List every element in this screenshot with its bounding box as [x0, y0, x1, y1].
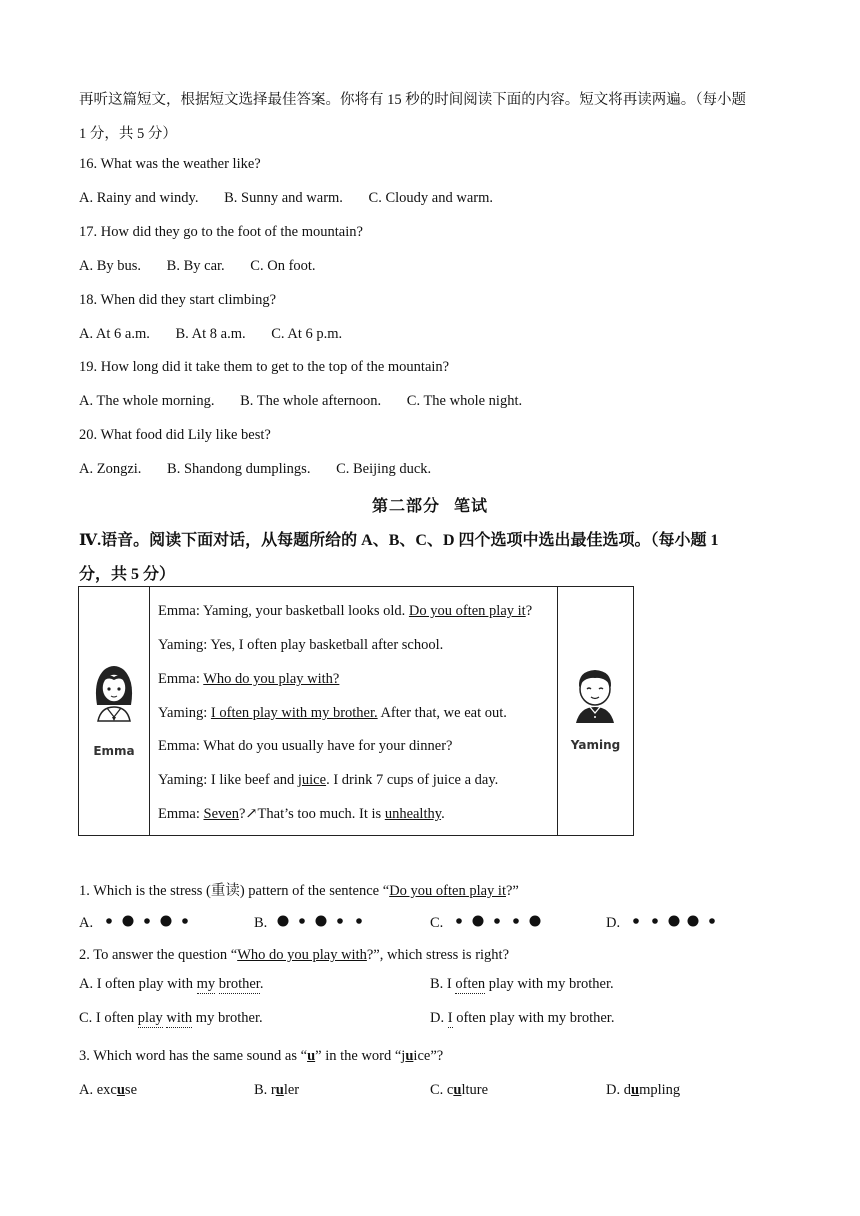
- unstressed-dot: [633, 918, 639, 924]
- dialog-cell: [150, 587, 558, 836]
- intro-line-2: 1 分，共 5 分）: [79, 126, 177, 142]
- question-2: 2. To answer the question “Who do you play with?”, which stress is right?: [79, 947, 510, 963]
- stressed-dot: [473, 916, 484, 927]
- question-1: 1. Which is the stress (重读) pattern of the sentence “Do you often play it?”: [79, 883, 519, 899]
- dialog-table: [78, 586, 634, 836]
- question-20-options: [79, 461, 453, 478]
- dialog-line-1: Emma: Yaming, your basketball looks old. Do you often play it?: [158, 603, 533, 619]
- emma-avatar-icon: [91, 661, 137, 739]
- question-16-options: [79, 190, 515, 207]
- q3-option-c: C. culture: [430, 1082, 489, 1098]
- q3-option-a: A. excuse: [79, 1082, 138, 1098]
- unstressed-dot: [144, 918, 150, 924]
- emma-cell: [79, 587, 150, 836]
- section-4-heading-cont: 分，共 5 分）: [79, 566, 176, 583]
- question-17-options: [79, 258, 338, 275]
- stressed-dot: [688, 916, 699, 927]
- dialog-line-5: Emma: What do you usually have for your dinner?: [158, 738, 453, 754]
- yaming-avatar-icon: [568, 665, 622, 737]
- question-19: 19. How long did it take them to get to the top of the mountain?: [79, 359, 450, 375]
- dialog-line-6: Yaming: I like beef and juice. I drink 7 cups of juice a day.: [158, 772, 499, 788]
- dialog-line-4: Yaming: I often play with my brother. After that, we eat out.: [158, 705, 507, 721]
- option-c: C. At 6 p.m.: [271, 326, 343, 342]
- q2-option-c: C. I often play with my brother.: [79, 1010, 263, 1026]
- part-two-label: 第二部分: [371, 498, 440, 515]
- dialog-line-7: Emma: Seven?↗That’s too much. It is unhealthy.: [158, 806, 445, 822]
- option-b: B. Shandong dumplings.: [167, 461, 311, 477]
- section-4-heading: Ⅳ.语音。阅读下面对话，从每题所给的 A、B、C、D 四个选项中选出最佳选项。（每小题 1: [79, 532, 719, 549]
- unstressed-dot: [709, 918, 715, 924]
- question-17: 17. How did they go to the foot of the mountain?: [79, 224, 363, 240]
- question-3: 3. Which word has the same sound as “u” in the word “juice”?: [79, 1048, 444, 1064]
- q2-option-a: A. I often play with my brother.: [79, 976, 264, 992]
- q1-option-a: A.: [79, 913, 203, 934]
- option-b: B. At 8 a.m.: [175, 326, 246, 342]
- stressed-dot: [530, 916, 541, 927]
- dialog-line-3: Emma: Who do you play with?: [158, 671, 340, 687]
- unstressed-dot: [337, 918, 343, 924]
- stressed-dot: [669, 916, 680, 927]
- stress-pattern-d-icon: [630, 913, 730, 934]
- unstressed-dot: [356, 918, 362, 924]
- stressed-dot: [278, 916, 289, 927]
- yaming-cell: [558, 587, 634, 836]
- stress-pattern-b-icon: [277, 913, 377, 934]
- option-c: C. Beijing duck.: [336, 461, 432, 477]
- question-18-options: [79, 326, 364, 343]
- q1-option-c: C.: [430, 913, 553, 934]
- unstressed-dot: [652, 918, 658, 924]
- part-two-title: [0, 493, 860, 516]
- stress-pattern-c-icon: [453, 913, 553, 934]
- unstressed-dot: [494, 918, 500, 924]
- question-18: 18. When did they start climbing?: [79, 292, 277, 308]
- unstressed-dot: [106, 918, 112, 924]
- q1-option-d: D.: [606, 913, 730, 934]
- unstressed-dot: [182, 918, 188, 924]
- option-c: C. Cloudy and warm.: [368, 190, 493, 206]
- option-b: B. The whole afternoon.: [240, 393, 382, 409]
- unstressed-dot: [513, 918, 519, 924]
- option-b: B. Sunny and warm.: [224, 190, 343, 206]
- q3-option-d: D. dumpling: [606, 1082, 681, 1098]
- option-a: A. At 6 a.m.: [79, 326, 150, 342]
- option-c: C. The whole night.: [406, 393, 523, 409]
- unstressed-dot: [299, 918, 305, 924]
- intro-line-1: 再听这篇短文，根据短文选择最佳答案。你将有 15 秒的时间阅读下面的内容。短文将再读两遍。（每小题: [79, 92, 746, 108]
- option-a: A. The whole morning.: [79, 393, 215, 409]
- option-b: B. By car.: [166, 258, 225, 274]
- stress-pattern-a-icon: [103, 913, 203, 934]
- option-a: A. Zongzi.: [79, 461, 142, 477]
- q1-option-b: B.: [254, 913, 377, 934]
- unstressed-dot: [456, 918, 462, 924]
- q2-option-b: B. I often play with my brother.: [430, 976, 614, 992]
- question-20: 20. What food did Lily like best?: [79, 427, 271, 443]
- stressed-dot: [123, 916, 134, 927]
- dialog-line-2: Yaming: Yes, I often play basketball after school.: [158, 637, 444, 653]
- q2-option-d: D. I often play with my brother.: [430, 1010, 615, 1026]
- option-a: A. Rainy and windy.: [79, 190, 199, 206]
- stressed-dot: [161, 916, 172, 927]
- option-c: C. On foot.: [250, 258, 316, 274]
- q3-option-b: B. ruler: [254, 1082, 300, 1098]
- question-16: 16. What was the weather like?: [79, 156, 261, 172]
- option-a: A. By bus.: [79, 258, 142, 274]
- part-two-sub: 笔试: [454, 498, 489, 515]
- stressed-dot: [316, 916, 327, 927]
- emma-name-label: Emma: [93, 744, 135, 758]
- yaming-name-label: Yaming: [570, 738, 621, 752]
- question-19-options: [79, 393, 544, 410]
